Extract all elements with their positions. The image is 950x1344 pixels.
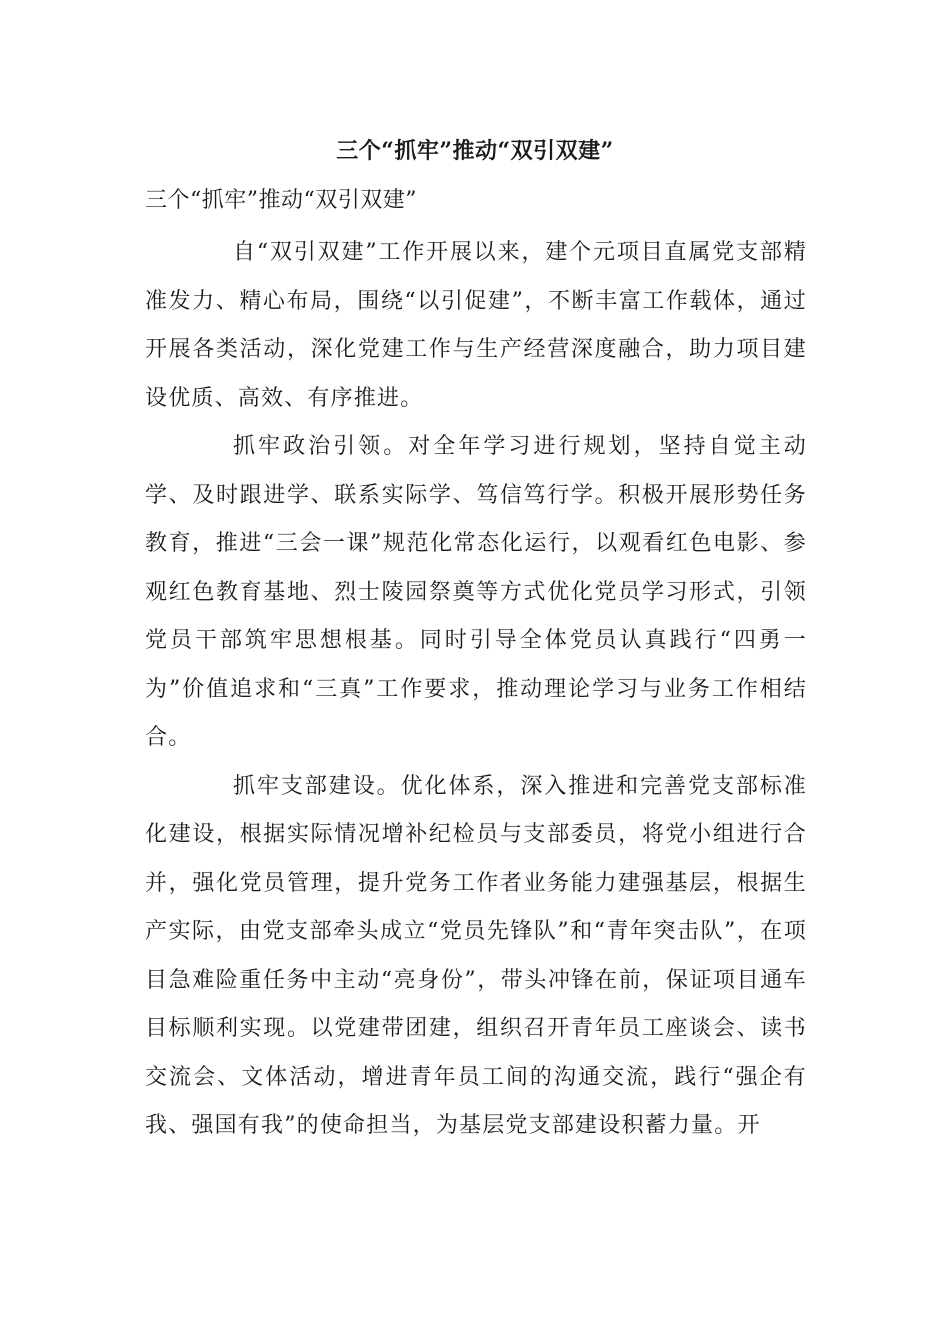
paragraph-branch-building: 抓牢支部建设。优化体系，深入推进和完善党支部标准化建设，根据实际情况增补纪检员与支部委员，将党小组进行合并，强化党员管理，提升党务工作者业务能力建强基层，根据生产实际，由党支部牵头成立“党员先锋队”和“青年突击队”，在项目急难险重任务中主动“亮身份”，带头冲锋在前，保证项目通车目标顺利实现。以党建带团建，组织召开青年员工座谈会、读书交流会、文体活动，增进青年员工间的沟通交流，践行“强企有我、强国有我”的使命担当，为基层党支部建设积蓄力量。开 — [145, 773, 807, 1138]
paragraph-political-guidance: 抓牢政治引领。对全年学习进行规划，坚持自觉主动学、及时跟进学、联系实际学、笃信笃行学。积极开展形势任务教育，推进“三会一课”规范化常态化运行，以观看红色电影、参观红色教育基地、烈士陵园祭奠等方式优化党员学习形式，引领党员干部筑牢思想根基。同时引导全体党员认真践行“四勇一为”价值追求和“三真”工作要求，推动理论学习与业务工作相结合。 — [145, 434, 807, 750]
document-title: 三个“抓牢”推动“双引双建” — [336, 138, 614, 164]
document-subtitle: 三个“抓牢”推动“双引双建” — [145, 188, 417, 213]
document-body — [145, 229, 807, 1151]
paragraph-intro: 自“双引双建”工作开展以来，建个元项目直属党支部精准发力、精心布局，围绕“以引促建”，不断丰富工作载体，通过开展各类活动，深化党建工作与生产经营深度融合，助力项目建设优质、高效、有序推进。 — [145, 240, 807, 411]
